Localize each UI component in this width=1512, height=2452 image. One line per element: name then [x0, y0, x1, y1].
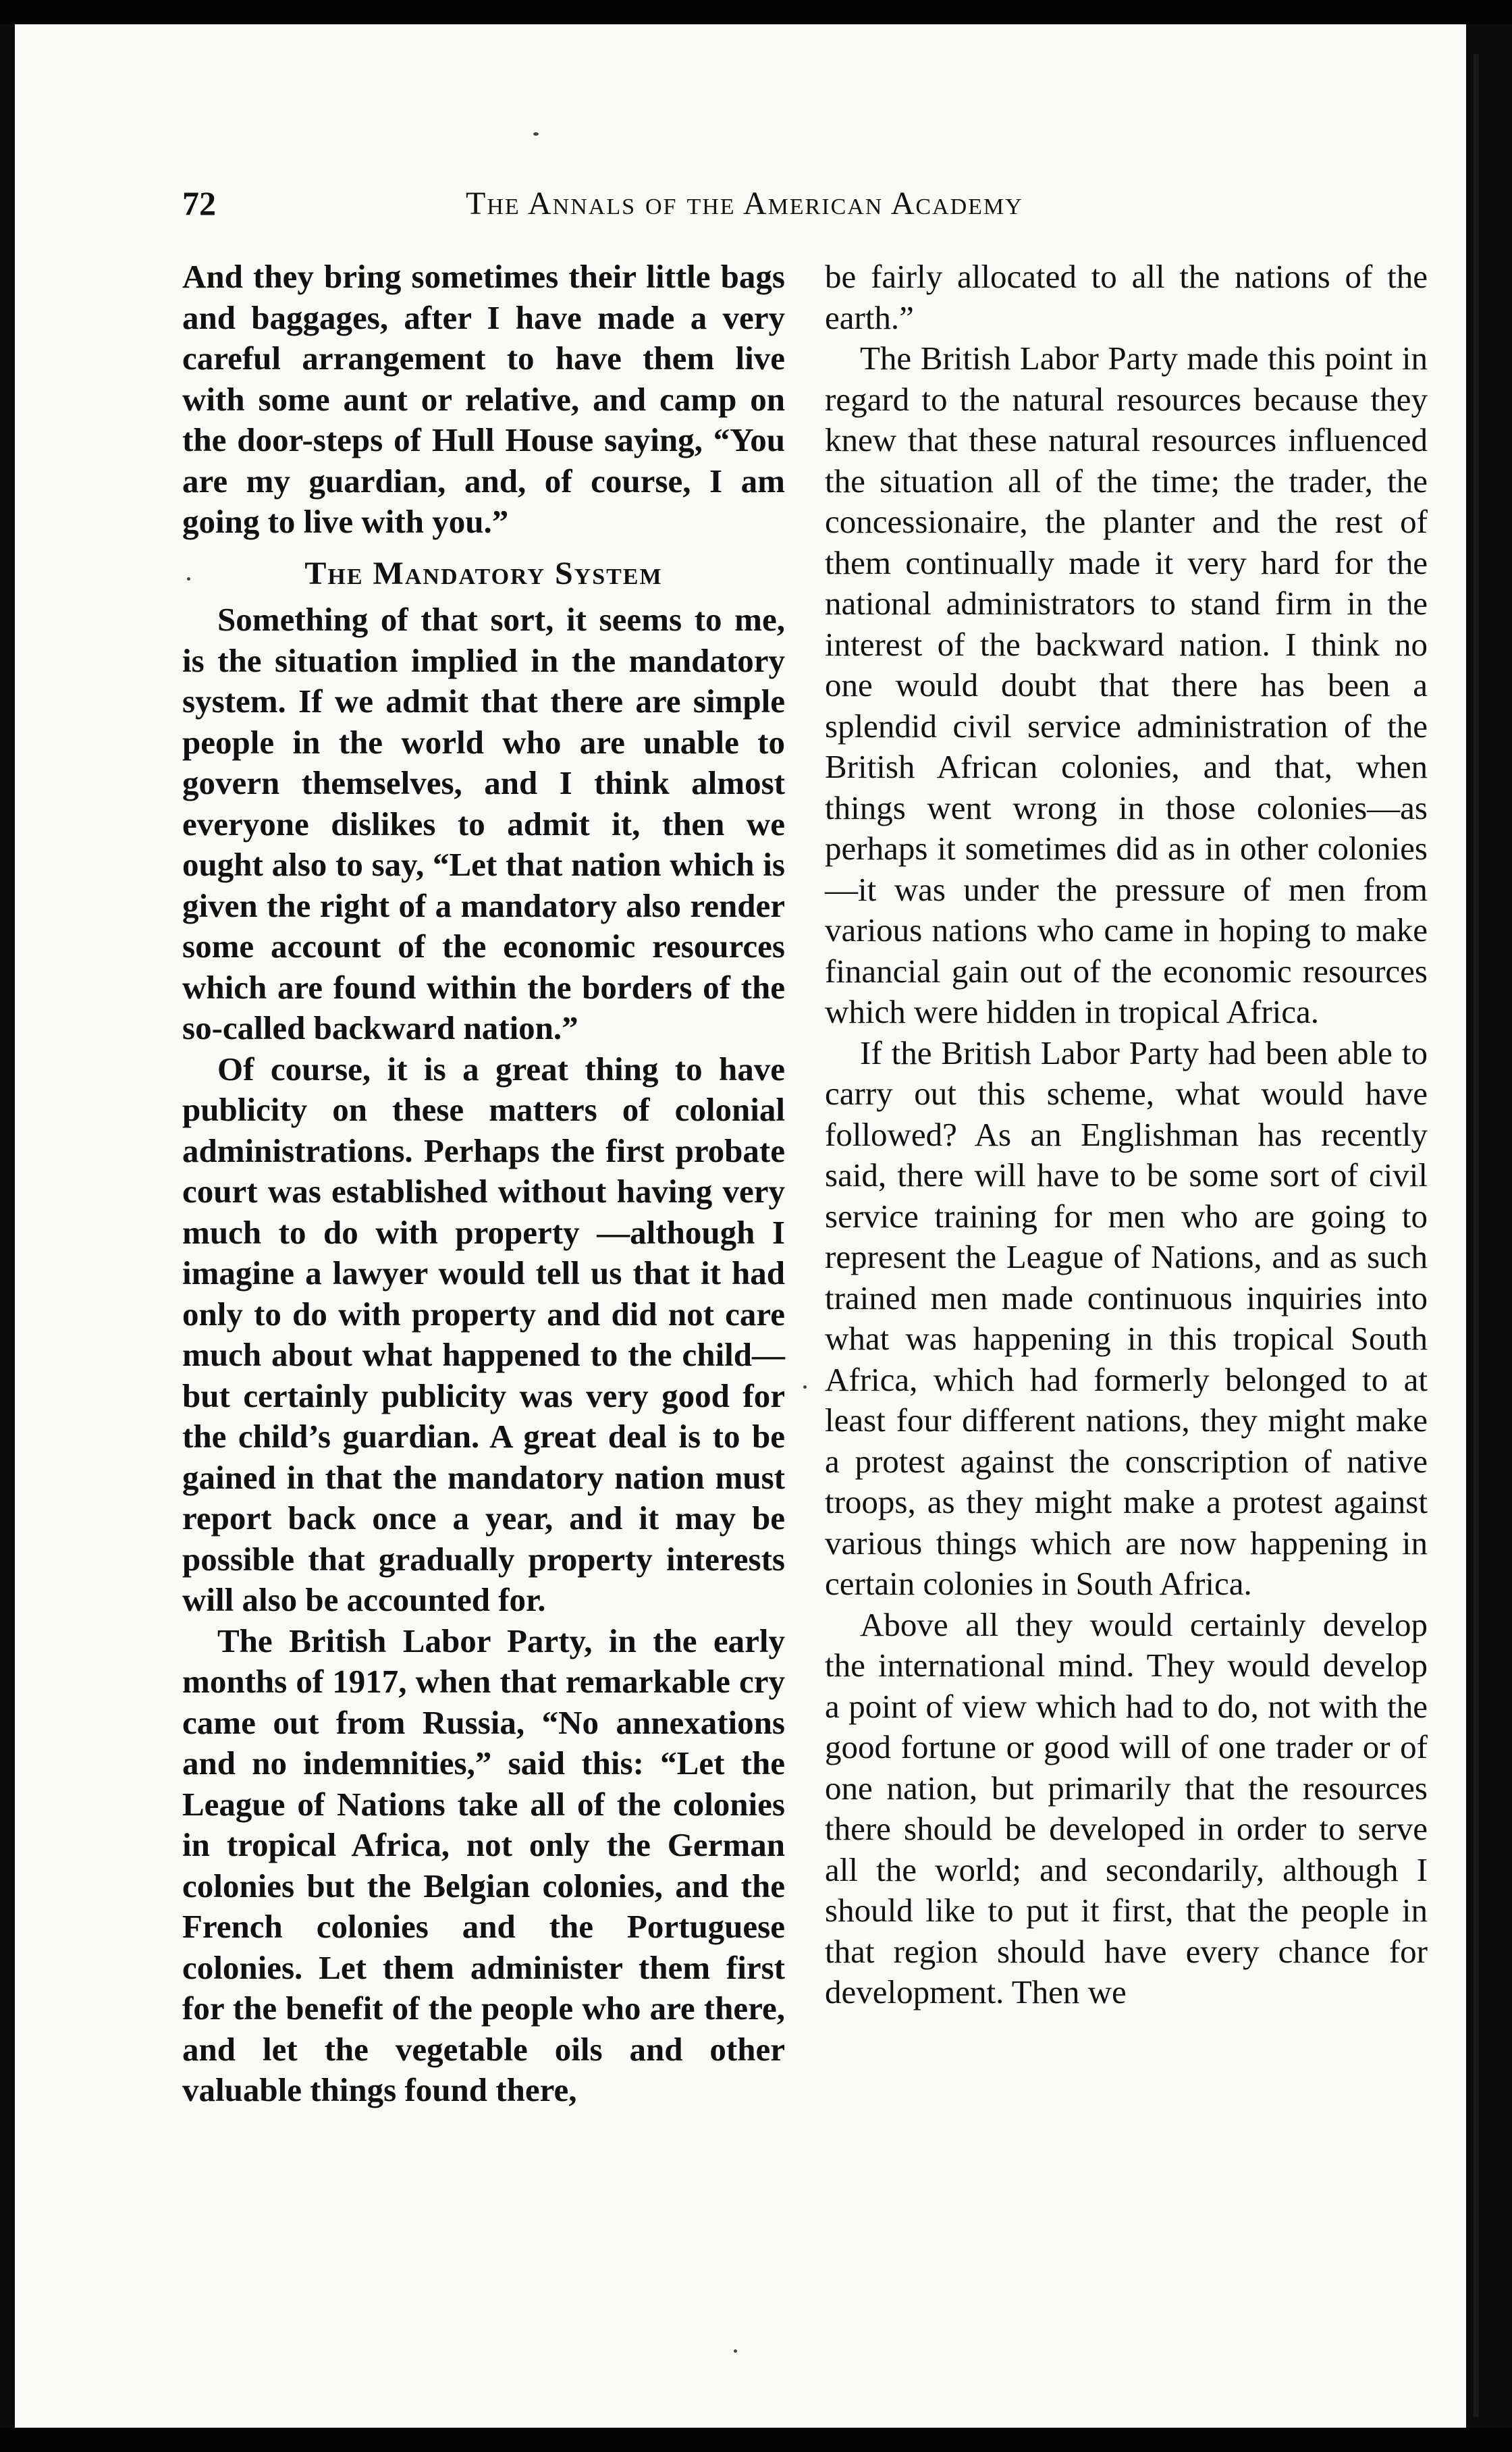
paragraph: The British Labor Party, in the early months of 1917, when that remarkable cry came out from Russia, “No annexations and no indemnities,” said this: “Let the League of Nations take all of the colonies in tropical Africa, not only the German colonies but the Belgian colonies, and the French colonies and the Portuguese colonies. Let them administer them first for the benefit of the people who are there, and let the vegetable oils and other valuable things found there, [182, 1622, 785, 2108]
left-column [182, 257, 785, 2111]
dust-speck [803, 1385, 807, 1389]
scan-right-edge [1474, 54, 1479, 2417]
dust-speck [533, 132, 539, 136]
page-number: 72 [182, 184, 216, 222]
paragraph: Above all they would certainly develop the international mind. They would develop a point of view which had to do, not with the good fortune or good will of one trader or of one nation, but primarily that the resources there should be developed in order to serve all the world; and secondarily, although I should like to put it first, that the people in that region should have every chance for development. Then we [825, 1605, 1428, 2010]
paragraph: Something of that sort, it seems to me, is the situation implied in the mandatory system. If we admit that there are simple people in the world who are unable to govern themselves, and I think almost everyone dislikes to admit it, then we ought also to say, “Let that nation which is given the right of a mandatory also render some account of the economic resources which are found within the borders of the so-called backward nation.” [182, 601, 785, 1046]
paragraph: Of course, it is a great thing to have publicity on these matters of colonial administrations. Perhaps the first probate court was established without having very much to do with property —although I imagine a lawyer would tell us that it had only to do with property and did not care much about what happened to the child—but certainly publicity was very good for the child’s guardian. A great deal is to be gained in that the mandatory nation must report back once a year, and it may be possible that gradually property interests will also be accounted for. [182, 1050, 785, 1618]
page-header [182, 184, 1195, 231]
paragraph: be fairly allocated to all the nations of the earth.” [825, 258, 1428, 336]
scan-bottom-edge [0, 2428, 1512, 2452]
dust-speck [734, 2349, 737, 2353]
right-column [825, 257, 1428, 2013]
paragraph: And they bring sometimes their little bags and baggages, after I have made a very careful arrangement to have them live with some aunt or relative, and camp on the door-steps of Hull House saying, “You are my guardian, and, of course, I am going to live with you.” [182, 258, 785, 540]
running-head: The Annals of the American Academy [466, 186, 1023, 221]
paragraph: If the British Labor Party had been able to carry out this scheme, what would have followed? As an Englishman has recently said, there will have to be some sort of civil service training for men who are going to represent the League of Nations, and as such trained men made continuous inquiries into what was happening in this tropical South Africa, which had formerly belonged to at least four different nations, they might make a protest against the conscription of native troops, as they might make a protest against various things which are now happening in certain colonies in South Africa. [825, 1034, 1428, 1602]
paragraph: The British Labor Party made this point in regard to the natural resources because they knew that these natural resources influenced the situation all of the time; the trader, the concessionaire, the planter and the rest of them continually made it very hard for the national administrators to stand firm in the interest of the backward nation. I think no one would doubt that there has been a splendid civil service administration of the British African colonies, and that, when things went wrong in those colonies—as perhaps it sometimes did as in other colonies—it was under the pressure of men from various nations who came in hoping to make financial gain out of the economic resources which were hidden in tropical Africa. [825, 340, 1428, 1030]
scan-top-edge [0, 0, 1512, 24]
section-heading: The Mandatory System [304, 555, 663, 591]
